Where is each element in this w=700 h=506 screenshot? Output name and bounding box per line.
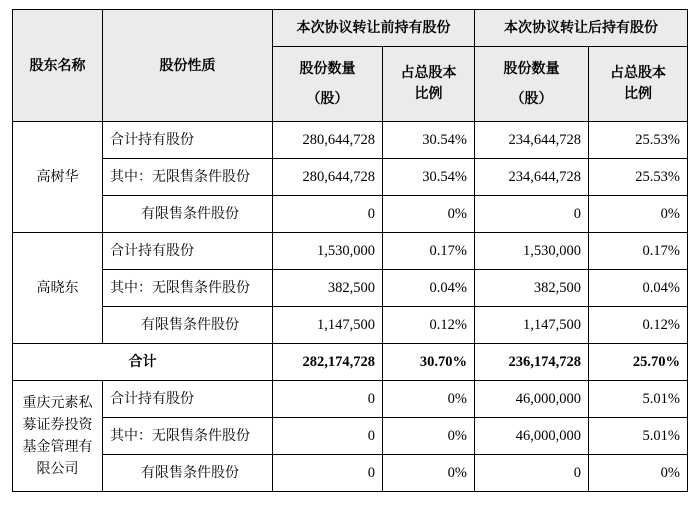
qty-label: 股份数量 [299, 61, 356, 77]
sum-before-pct: 30.70% [383, 344, 475, 381]
pct-label-2: 比例 [414, 86, 443, 102]
pct-label: 占总股本 [400, 65, 457, 81]
share-nature-label: 其中：无限售条件股份 [103, 159, 273, 196]
after-qty: 234,644,728 [475, 159, 589, 196]
header-before-qty [273, 47, 383, 122]
qty-unit: （股） [510, 91, 553, 107]
pct-label-2: 比例 [624, 86, 652, 102]
before-qty: 1,147,500 [273, 307, 383, 344]
qty-unit: （股） [306, 91, 349, 107]
header-after-transfer: 本次协议转让后持有股份 [475, 10, 688, 47]
after-pct: 25.53% [589, 159, 688, 196]
after-pct: 5.01% [589, 418, 688, 455]
header-share-nature: 股份性质 [103, 10, 273, 122]
before-qty: 280,644,728 [273, 122, 383, 159]
before-qty: 0 [273, 455, 383, 492]
before-pct: 30.54% [383, 122, 475, 159]
before-pct: 30.54% [383, 159, 475, 196]
shareholding-table [12, 9, 688, 492]
header-row-1 [13, 10, 688, 47]
sum-after-pct: 25.70% [589, 344, 688, 381]
after-qty: 0 [475, 196, 589, 233]
after-qty: 0 [475, 455, 589, 492]
after-qty: 1,530,000 [475, 233, 589, 270]
sum-label: 合计 [13, 344, 273, 381]
table-row [13, 270, 688, 307]
before-pct: 0.04% [383, 270, 475, 307]
before-pct: 0% [383, 455, 475, 492]
qty-label: 股份数量 [503, 61, 560, 77]
sum-after-qty: 236,174,728 [475, 344, 589, 381]
before-pct: 0% [383, 418, 475, 455]
table-row [13, 122, 688, 159]
after-pct: 0% [589, 455, 688, 492]
header-shareholder-name: 股东名称 [13, 10, 103, 122]
pct-label: 占总股本 [610, 65, 666, 81]
table-row [13, 307, 688, 344]
before-qty: 280,644,728 [273, 159, 383, 196]
before-qty: 382,500 [273, 270, 383, 307]
table-row [13, 381, 688, 418]
after-pct: 0.17% [589, 233, 688, 270]
before-pct: 0.12% [383, 307, 475, 344]
after-pct: 0.12% [589, 307, 688, 344]
header-after-pct [589, 47, 688, 122]
before-pct: 0% [383, 381, 475, 418]
shareholder-name: 高树华 [13, 122, 103, 233]
table-row [13, 233, 688, 270]
after-pct: 0.04% [589, 270, 688, 307]
sum-before-qty: 282,174,728 [273, 344, 383, 381]
after-qty: 46,000,000 [475, 381, 589, 418]
share-nature-label: 合计持有股份 [103, 122, 273, 159]
shareholder-name: 重庆元素私募证券投资基金管理有限公司 [13, 381, 103, 492]
table-row [13, 196, 688, 233]
table-row [13, 418, 688, 455]
shareholder-name: 高晓东 [13, 233, 103, 344]
before-qty: 0 [273, 381, 383, 418]
after-qty: 1,147,500 [475, 307, 589, 344]
after-pct: 5.01% [589, 381, 688, 418]
share-nature-label: 有限售条件股份 [103, 307, 273, 344]
before-qty: 0 [273, 196, 383, 233]
share-nature-label: 其中：无限售条件股份 [103, 418, 273, 455]
after-qty: 234,644,728 [475, 122, 589, 159]
share-nature-label: 合计持有股份 [103, 381, 273, 418]
table-row [13, 455, 688, 492]
share-nature-label: 合计持有股份 [103, 233, 273, 270]
share-nature-label: 其中：无限售条件股份 [103, 270, 273, 307]
before-pct: 0% [383, 196, 475, 233]
share-nature-label: 有限售条件股份 [103, 196, 273, 233]
header-after-qty [475, 47, 589, 122]
share-nature-label: 有限售条件股份 [103, 455, 273, 492]
after-qty: 382,500 [475, 270, 589, 307]
table-row [13, 159, 688, 196]
before-pct: 0.17% [383, 233, 475, 270]
after-pct: 25.53% [589, 122, 688, 159]
header-before-transfer: 本次协议转让前持有股份 [273, 10, 475, 47]
after-pct: 0% [589, 196, 688, 233]
after-qty: 46,000,000 [475, 418, 589, 455]
header-before-pct [383, 47, 475, 122]
before-qty: 0 [273, 418, 383, 455]
before-qty: 1,530,000 [273, 233, 383, 270]
sum-row [13, 344, 688, 381]
